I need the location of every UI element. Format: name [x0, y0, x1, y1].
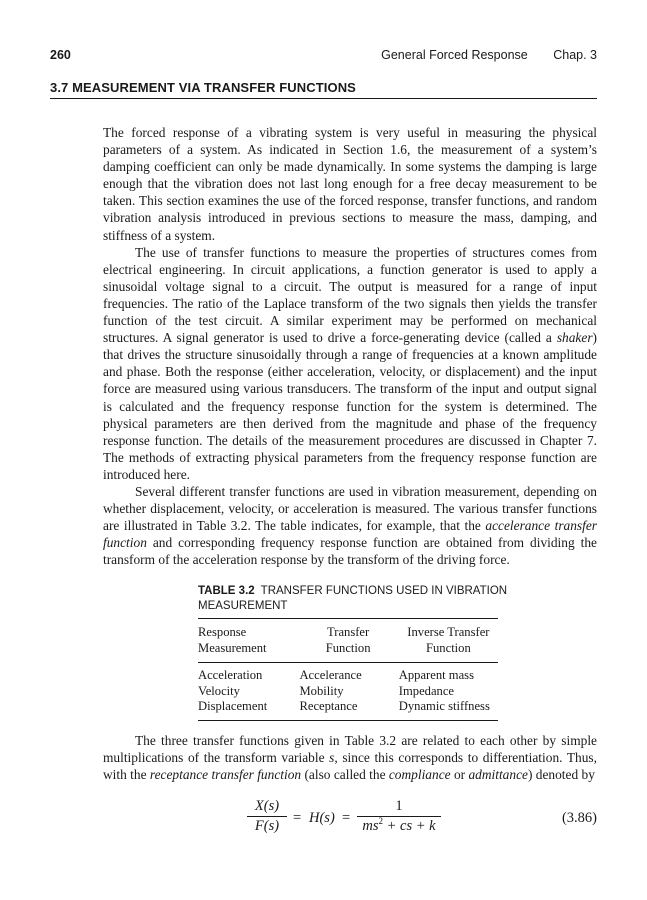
- paragraph-4-text-e: ) denoted by: [527, 767, 595, 783]
- paragraph-4-emphasis-receptance: receptance transfer function: [149, 767, 302, 783]
- equation-rhs-fraction: [357, 798, 441, 835]
- paragraph-3: [103, 483, 597, 568]
- body-text-upper: [103, 124, 597, 568]
- section-rule: [50, 98, 597, 99]
- body-text-lower: [103, 732, 597, 783]
- paragraph-4-emphasis-compliance: compliance: [388, 767, 451, 783]
- equation-lhs-denominator: F(s): [254, 818, 280, 834]
- paragraph-4: [103, 732, 597, 783]
- paragraph-4-text-b: , since this corresponds to differentiation. Thus, with the: [103, 750, 597, 783]
- running-head-right: [381, 48, 597, 62]
- paragraph-4-text-a: The three transfer functions given in Table 3.2 are related to each other by simple multiplications of the transform variable: [103, 733, 597, 766]
- transform-variable: s: [329, 750, 335, 766]
- table-row: [198, 684, 498, 700]
- table-row: [198, 699, 498, 720]
- equation-number: (3.86): [561, 810, 597, 826]
- table-cell: Displacement: [198, 699, 297, 720]
- table-header-cell: Measurement: [198, 641, 297, 663]
- paragraph-2: [103, 244, 597, 483]
- equation-exponent: 2: [378, 816, 384, 827]
- table-header-row: [198, 641, 498, 663]
- table-header-cell: Inverse Transfer: [407, 625, 490, 639]
- table-cell: Velocity: [198, 683, 240, 698]
- paragraph-4-emphasis-admittance: admittance: [468, 767, 528, 783]
- running-title: General Forced Response: [381, 48, 528, 62]
- table-row: [198, 663, 498, 684]
- equation-3-86: [0, 794, 647, 854]
- equation-rhs-numerator: 1: [395, 798, 403, 814]
- table-cell: Acceleration: [198, 668, 263, 682]
- equation-lhs-fraction: [247, 798, 287, 835]
- table-header-cell: Response: [198, 625, 247, 639]
- paragraph-3-text-a: Several different transfer functions are used in vibration measurement, depending on whether displacement, velocity, or acceleration is measured. The various transfer functions are illustrated in Table 3.2. The table indicates, for example, that the: [103, 483, 597, 534]
- equals-sign: =: [293, 810, 302, 826]
- table-header-cell: Function: [297, 641, 398, 663]
- table-caption: [198, 584, 508, 614]
- table-header-row: [198, 619, 498, 641]
- table-caption-text: TRANSFER FUNCTIONS USED IN VIBRATION MEASUREMENT: [198, 585, 508, 612]
- paragraph-3-text-b: and corresponding frequency response function are obtained from dividing the transform of the acceleration response by the transform of the driving force.: [103, 535, 597, 568]
- table-header-cell: Transfer: [327, 625, 370, 639]
- table-cell: Receptance: [297, 699, 398, 720]
- paragraph-2-text-a: The use of transfer functions to measure the properties of structures comes from electrical engineering. In circuit applications, a function generator is used to apply a sinusoidal voltage signal to a circuit. The output is measured for a range of input frequencies. The ratio of the Laplace transform of the two signals then yields the transfer function of the test circuit. A similar experiment may be performed on mechanical structures. A signal generator is used to drive a force-generating device (called a: [103, 244, 597, 346]
- equals-sign: =: [342, 810, 351, 826]
- equation-mass-term: ms: [362, 818, 379, 834]
- table-cell: Mobility: [299, 683, 344, 698]
- table-cell: Accelerance: [299, 668, 362, 682]
- table-label: TABLE 3.2: [198, 585, 255, 597]
- table-cell: Impedance: [398, 683, 455, 698]
- paragraph-3-emphasis: accelerance transfer function: [103, 518, 598, 551]
- table-cell: Apparent mass: [398, 668, 474, 682]
- paragraph-2-emphasis: shaker: [556, 330, 593, 346]
- chapter-label: Chap. 3: [553, 48, 597, 62]
- paragraph-2-text-b: ) that drives the structure sinusoidally through a range of frequencies at a known amplitude and phase. Both the response (either acceleration, velocity, or displacement) and the input force are measured using various transducers. The transform of the input and output signal is calculated and the frequency response function for the system is determined. The physical parameters are then derived from the magnitude and phase of the frequency response function. The details of the measurement procedures are discussed in Chapter 7. The methods of extracting physical parameters from the frequency response function are introduced here.: [103, 330, 597, 482]
- running-head: [50, 48, 597, 66]
- paragraph-1: The forced response of a vibrating system is very useful in measuring the physical parameters of a system. As indicated in Section 1.6, the measurement of a system’s damping coefficient can only be made dynamically. In some systems the damping is large enough that the vibration does not last long enough for a free decay measurement to be taken. This section examines the use of the forced response, transfer functions, and random vibration analysis introduced in previous sections to measure the mass, damping, and stiffness of a system.: [103, 125, 597, 243]
- equation-rhs-denominator: [357, 817, 441, 835]
- table-cell: Dynamic stiffness: [399, 699, 498, 720]
- table-grid: [198, 619, 498, 721]
- section-title: 3.7 MEASUREMENT VIA TRANSFER FUNCTIONS: [50, 80, 356, 95]
- paragraph-4-text-c: (also called the: [301, 767, 389, 783]
- transfer-function-table: [198, 618, 498, 721]
- table-header-cell: Function: [399, 641, 498, 663]
- paragraph-4-text-d: or: [450, 767, 469, 783]
- page-number: 260: [50, 48, 71, 62]
- equation-lhs-numerator: X(s): [254, 798, 280, 814]
- equation-remaining-terms: + cs + k: [383, 818, 436, 834]
- equation-transfer-function: H(s): [309, 810, 335, 826]
